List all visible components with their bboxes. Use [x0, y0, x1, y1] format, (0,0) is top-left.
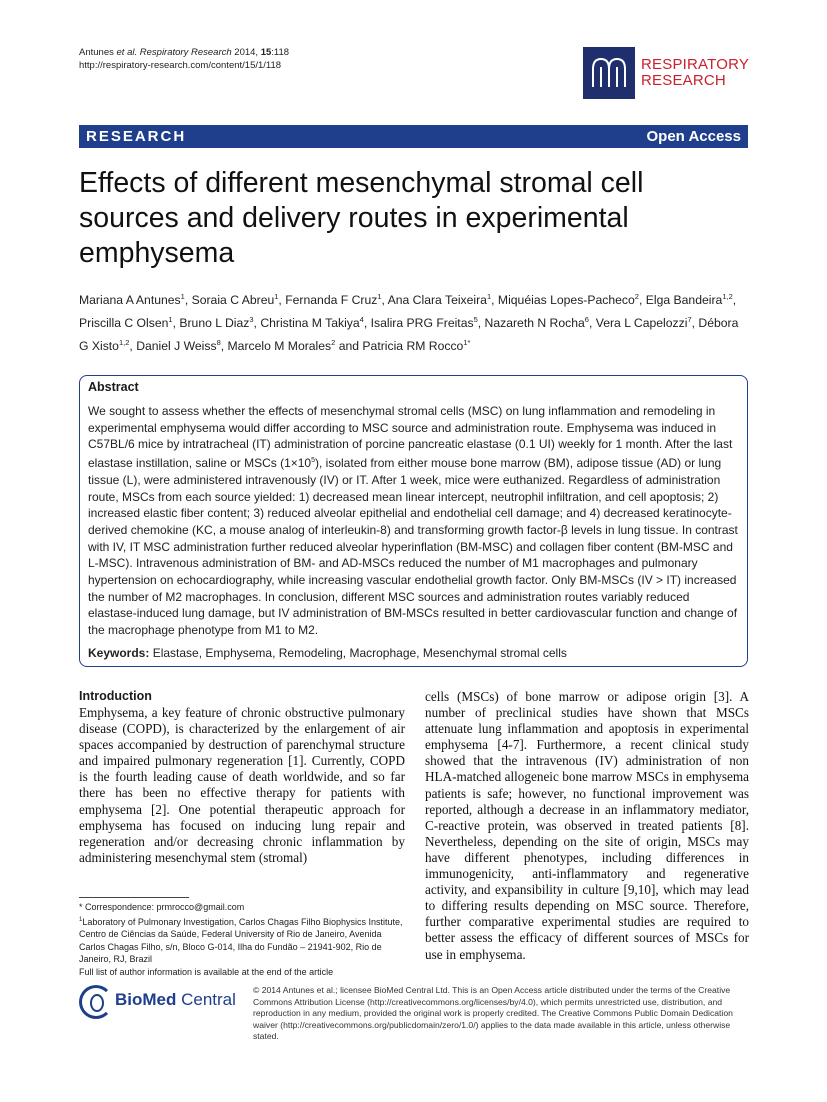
affiliation-text: Laboratory of Pulmonary Investigation, Carlos Chagas Filho Biophysics Institute, Centro de Ciências da Saúde, Federal University of Rio de Janeiro, Avenida Carlos Chagas Filho, s/n, Bloco G-014, Ilha do Fundão – 21941-902, Rio de Janeiro, RJ, Brazil [79, 916, 403, 964]
author-name: Daniel J Weiss [136, 339, 217, 354]
author-affiliation-sup: 4 [359, 315, 364, 325]
abstract-box [79, 375, 748, 667]
biomed-central-logo [79, 985, 239, 1019]
keywords-label: Keywords: [88, 646, 150, 660]
citation-volume: 15 [260, 47, 272, 58]
author-affiliation-sup: 5 [473, 315, 478, 325]
article-url[interactable]: http://respiratory-research.com/content/15/1/118 [79, 60, 282, 71]
keywords [88, 646, 567, 660]
abstract-heading: Abstract [88, 380, 139, 394]
author-name: Elga Bandeira [645, 293, 723, 308]
author-name: Mariana A Antunes [79, 293, 181, 308]
author-name: Bruno L Diaz [179, 316, 250, 331]
abstract-text-b: ), isolated from either mouse bone marrow (BM), adipose tissue (AD) or lung tissue (L), were administered intravenously (IV) or IT. After 1 week, mice were euthanized. Regardless of administration route, MSCs from each source yielded: 1) decreased mean linear intercept, neutrophil infiltration, and cell apoptosis; 2) increased elastic fiber content; 3) reduced alveolar epithelial and endothelial cell damage; and 4) decreased keratinocyte-derived chemokine (KC, a mouse analog of interleukin-8) and transforming growth factor-β levels in lung tissue. In contrast with IV, IT MSC administration further reduced alveolar hyperinflation (BM-MSC) and collagen fiber content (BM-MSC and L-MSC). Intravenous administration of BM- and AD-MSCs reduced the number of M1 macrophages and pulmonary hypertension on echocardiography, while increasing vascular endothelial growth factor. Only BM-MSCs (IV > IT) increased the number of M2 macrophages. In conclusion, different MSC sources and administration routes variably reduced elastase-induced lung damage, but IV administration of BM-MSCs resulted in better cardiovascular function and change of the macrophage phenotype from M1 to M2. [88, 456, 738, 638]
article-type: RESEARCH [86, 128, 187, 145]
author-affiliation-sup: 1 [377, 292, 382, 301]
keywords-list: Elastase, Emphysema, Remodeling, Macrophage, Mesenchymal stromal cells [152, 646, 567, 660]
abstract-text-a: We sought to assess whether the effects of mesenchymal stromal cells (MSC) on lung inflammation and remodeling in experimental emphysema would differ according to MSC source and administration route. Emphysema was induced in C57BL/6 mice by intratracheal (IT) administration of porcine pancreatic elastase (0.1 UI) weekly for 1 month. After the last elastase instillation, saline or MSCs (1×10 [88, 404, 733, 471]
citation-et-al: et al. [116, 47, 138, 58]
author-name: Priscilla C Olsen [79, 316, 169, 331]
footnote-divider [79, 897, 189, 898]
author-name: Vera L Capelozzi [595, 316, 688, 331]
author-affiliation-sup: 1 [274, 292, 279, 301]
logo-line2: RESEARCH [641, 72, 726, 89]
author-name: Nazareth N Rocha [484, 316, 585, 331]
citation-header [79, 46, 289, 72]
journal-logo [583, 47, 749, 99]
author-list: Mariana A Antunes$^1$, Soraia C Abreu$^1$, Fernanda F Cruz$^1$, Ana Clara Teixeira$^1$, Miquéias Lopes-Pacheco$^2$, Elga Bandeira$^{1,2}$, Priscilla C Olsen$^1$, Bruno L Diaz$^3$, Christina M Takiya$^4$, Isalira PRG Freitas$^5$, Nazareth N Rocha$^6$, Vera L Capelozzi$^7$, Débora G Xisto$^{1,2}$, Daniel J Weiss$^8$, Marcelo M Morales$^2$ and Patricia RM Rocco$^{1*}$ [79, 292, 739, 354]
correspondence: * Correspondence: prmrocco@gmail.com [79, 902, 245, 912]
introduction-column-2: cells (MSCs) of bone marrow or adipose origin [3]. A number of preclinical studies have shown that MSCs attenuate lung inflammation and apoptosis in experimental emphysema [4-7]. Furthermore, a recent clinical study showed that the intravenous (IV) administration of non HLA-matched allogeneic bone marrow MSCs in emphysema patients is safe; however, no functional improvement was reported, although a decrease in an inflammatory mediator, C-reactive protein, was observed in treated patients [8]. Nevertheless, depending on the site of origin, MSCs may have different phenotypes, including differences in immunogenicity, anti-inflammatory and regenerative activity, and expansibility in culture [9,10], which may lead to differing results depending on MSC source. Therefore, further comparative experimental studies are required to better assess the efficacy of different sources of MSCs for use in emphysema. [425, 689, 749, 962]
author-affiliation-sup: 1,2 [118, 338, 130, 348]
author-name: Miquéias Lopes-Pacheco [497, 293, 635, 308]
author-name: Isalira PRG Freitas [370, 316, 474, 331]
author-name: Débora G Xisto [79, 316, 739, 354]
author-affiliation-sup: 1* [463, 338, 471, 348]
author-name: Fernanda F Cruz [285, 293, 378, 308]
author-affiliation-sup: 3 [249, 315, 254, 325]
journal-logo-text [641, 57, 749, 89]
citation-line [79, 46, 289, 59]
citation-journal: Respiratory Research [139, 47, 232, 58]
citation-year: 2014, [234, 47, 259, 58]
abstract-body [88, 403, 740, 639]
author-affiliation-sup: 1 [486, 292, 492, 301]
author-affiliation-sup: 1 [180, 292, 185, 301]
article-type-banner [79, 125, 748, 148]
author-affiliation-sup: 1,2 [722, 292, 733, 301]
biomed-central-wordmark [115, 990, 236, 1010]
author-affiliation-sup: 1 [168, 315, 173, 325]
article-title: Effects of different mesenchymal stromal cell sources and delivery routes in experimental emphysema [79, 167, 644, 269]
publisher-name-bold: BioMed [115, 990, 177, 1009]
journal-logo-icon [583, 47, 635, 99]
footnotes [79, 901, 409, 978]
author-affiliation-sup: 2 [634, 292, 639, 301]
author-affiliation-sup: 6 [584, 315, 589, 325]
publisher-name-rest: Central [176, 990, 236, 1009]
author-affiliation-sup: 2 [331, 338, 336, 348]
abstract-exponent: 5 [311, 457, 316, 465]
open-access-label: Open Access [646, 128, 741, 145]
citation-article: :118 [271, 47, 290, 58]
author-name: Soraia C Abreu [191, 293, 275, 308]
author-name: Patricia RM Rocco [362, 339, 464, 354]
logo-line1: RESPIRATORY [641, 56, 750, 73]
affiliation-sup: 1 [79, 916, 83, 923]
author-name: Ana Clara Teixeira [387, 293, 487, 308]
author-name: Marcelo M Morales [227, 339, 332, 354]
license-statement: © 2014 Antunes et al.; licensee BioMed Central Ltd. This is an Open Access article distributed under the terms of the Creative Commons Attribution License (http://creativecommons.org/licenses/by/4.0), which permits unrestricted use, distribution, and reproduction in any medium, provided the original work is properly credited. The Creative Commons Public Domain Dedication waiver (http://creativecommons.org/publicdomain/zero/1.0/) applies to the data made available in this article, unless otherwise stated. [253, 985, 733, 1041]
author-name: Christina M Takiya [260, 316, 360, 331]
biomed-central-icon [79, 985, 113, 1019]
full-author-info-note: Full list of author information is available at the end of the article [79, 966, 334, 977]
author-affiliation-sup: 7 [687, 315, 692, 325]
introduction-heading: Introduction [79, 689, 152, 703]
affiliation [79, 914, 409, 966]
author-affiliation-sup: 8 [216, 338, 221, 348]
citation-author: Antunes [79, 47, 114, 58]
introduction-column-1: Emphysema, a key feature of chronic obstructive pulmonary disease (COPD), is characterized by the enlargement of air spaces accompanied by destruction of parenchymal structure and impaired pulmonary regeneration [1]. Currently, COPD is the fourth leading cause of death worldwide, and so far there has been no effective therapy for patients with emphysema [2]. One potential therapeutic approach for emphysema has focused on inducing lung repair and regeneration and/or decreasing chronic inflammation by administering mesenchymal stem (stromal) [79, 705, 405, 865]
